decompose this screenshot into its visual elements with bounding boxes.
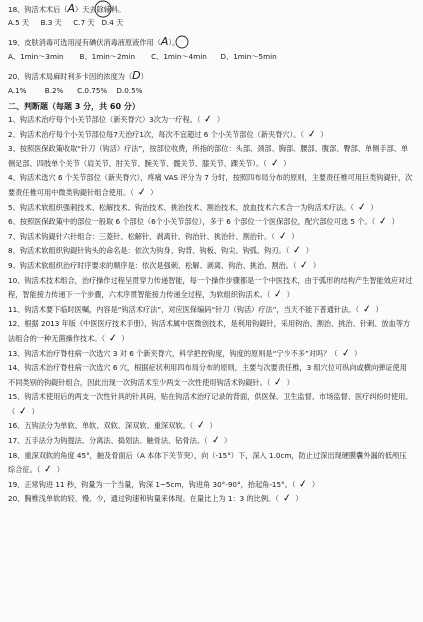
- options-20: [8, 86, 142, 96]
- option-d: D.4 天: [101, 18, 124, 27]
- close-paren: ）: [224, 436, 232, 446]
- judgment-item: [8, 113, 413, 128]
- judgment-text: 3、按照医保政策收取“针刀（钩活）疗法”，按部位收费，所指的部位：头部、颈部、胸部、腰部、腹部、臀部、单侧手部、单侧足部、四肢单个关节（肩关节、肘关节、腕关节、髋关节、膝关节、踝关节）。（: [8, 144, 409, 168]
- option-a: A.5 天: [8, 18, 30, 27]
- handwritten-check-icon: ✓: [299, 259, 310, 272]
- close-paren: ）: [311, 479, 320, 489]
- option-d: D.0.5%: [116, 86, 143, 95]
- judgment-text: 17、五手法分为钩提法、分离法、捣划法、触骨法、钻骨法。（: [8, 436, 208, 446]
- option-d: D、1min～5min: [220, 52, 277, 61]
- close-paren: ）: [370, 202, 378, 212]
- close-paren: ）: [121, 333, 129, 343]
- judgment-text: 2、钩活术治疗每个小关节部位每7天治疗1次，每次不宜超过 6 个小关节部位（新夹脊穴）。（: [8, 129, 304, 139]
- judgment-item: [8, 478, 413, 493]
- handwritten-answer: D: [132, 69, 141, 82]
- judgment-item: [8, 274, 413, 303]
- judgment-text: 7、钩活术钩鍉针六针组合：三菱针、松解针、剥离针、钩治针、挑治针、割治针。（: [8, 231, 275, 241]
- judgment-text: 12、根据 2013 年版《中医医疗技术手册》，钩活术属中医微创技术，是利用钩鍉针，采用钩治、割治、挑治、针刺、放血等方法组合的一种无菌操作技术。（: [8, 319, 411, 343]
- judgment-text: 14、钩活术治疗脊柱病一次选穴 6 穴，根据症状利用四布局分布的原则，主要与次要责任椎，3 组穴位可纵向或横向弹证使用不同类别的钩鍉针组合，因此出现一次钩活术至少两支一次性使用钩活术钩鍉针。（: [8, 363, 407, 387]
- judgment-text: 6、按照医保政策中的部位一般取 6 个部位（6个小关节部位），多于 6 个部位一个医保部位，配穴部位可选 5 个。（: [8, 217, 376, 227]
- handwritten-check-icon: ✓: [203, 113, 214, 126]
- close-paren: ）: [295, 494, 303, 504]
- question-suffix: ）天去除辅料。: [75, 5, 126, 14]
- option-a: A、1min～3min: [8, 52, 64, 61]
- question-suffix: ）。: [168, 38, 180, 47]
- question-text: 20、钩活术局麻时利多卡因的浓度为（: [8, 72, 133, 81]
- judgment-list: [8, 113, 413, 507]
- handwritten-check-icon: ✓: [292, 244, 303, 257]
- option-b: B.2%: [44, 86, 64, 95]
- handwritten-check-icon: ✓: [278, 230, 288, 243]
- close-paren: ）: [375, 304, 383, 314]
- judgment-item: [8, 259, 413, 274]
- option-c: C.0.75%: [77, 86, 108, 95]
- handwritten-check-icon: ✓: [357, 201, 367, 214]
- question-text: 19、皮肤消毒可选用浸有碘伏消毒液原液作用（: [8, 38, 161, 47]
- close-paren: ）: [31, 406, 39, 416]
- handwritten-check-icon: ✓: [43, 463, 54, 476]
- option-b: B、1min～2min: [79, 52, 136, 61]
- judgment-text: 19、正常钩进 11 秒，钩量为一个当量，钩深 1~5cm，钩进角 30°-90°，抬起角-15°。（: [8, 479, 296, 489]
- judgment-item: [8, 215, 413, 230]
- handwritten-check-icon: ✓: [298, 478, 309, 491]
- handwritten-check-icon: ✓: [362, 303, 373, 316]
- judgment-item: [8, 419, 413, 434]
- judgment-item: [8, 201, 413, 216]
- question-18: [8, 4, 125, 15]
- handwritten-answer: A: [67, 2, 75, 15]
- close-paren: ）: [283, 158, 291, 168]
- handwritten-check-icon: ✓: [136, 186, 147, 199]
- option-c: C.7 天: [73, 18, 95, 27]
- judgment-item: [8, 449, 413, 478]
- judgment-item: [8, 142, 413, 171]
- close-paren: ）: [216, 115, 225, 124]
- judgment-text: 11、钩活术要下临时医嘱，内容是“钩活术疗法”，对应医保编码“针刀（钩活）疗法”，当天不能下普通针法。（: [8, 304, 360, 314]
- handwritten-check-icon: ✓: [378, 215, 389, 228]
- section-title: 二、判断题（每题 3 分，共 60 分）: [8, 102, 140, 111]
- judgment-text: 9、钩活术软组织治疗时序要求的顺序是：依次是强刺、松解、剥离、钩治、挑治、割治。（: [8, 260, 297, 270]
- judgment-item: [8, 492, 413, 507]
- handwritten-answer: A: [160, 35, 169, 48]
- judgment-item: [8, 230, 413, 245]
- handwritten-check-icon: ✓: [273, 288, 284, 301]
- close-paren: ）: [286, 290, 294, 300]
- judgment-item: [8, 244, 413, 259]
- judgment-text: 10、钩活术技术组合，治疗操作过程呈贯穿力传递智能，每一个操作步骤都是一个中医技术，由于弧形的结构产生智能效应对过程，智能接力传递下一个步骤，六术序贯智能接力传递全过程，为软组织钩活术。（: [8, 275, 413, 300]
- close-paren: ）: [291, 231, 299, 241]
- close-paren: ）: [56, 465, 64, 475]
- close-paren: ）: [150, 187, 158, 197]
- judgment-item: [8, 434, 413, 449]
- close-paren: ）: [391, 217, 399, 227]
- judgment-text: 13、钩活术治疗脊柱病一次选穴 3 对 6 个新夹脊穴，科学把控钩度，钩度的原则是“宁少不多”对吗？（: [8, 348, 338, 358]
- handwritten-check-icon: ✓: [269, 157, 280, 170]
- close-paren: ）: [286, 377, 294, 387]
- question-20: [8, 71, 148, 82]
- judgment-text: 5、钩活术软组织强刺技术、松解技术、钩治技术、挑治技术、割治技术、放血技术六术合一为钩活术疗法。（: [8, 202, 354, 212]
- judgment-text: 18、重深双软的角度 45°，触及骨面后（A 本体下关节突），向（-15°）下，深入 1.0cm，防止过深出现硬膜囊外漏的低颅压综合征。（: [8, 450, 407, 475]
- option-b: B.3 天: [40, 18, 62, 27]
- options-19: [8, 52, 277, 62]
- judgment-item: [8, 390, 413, 419]
- judgment-item: [8, 171, 413, 200]
- handwritten-check-icon: ✓: [18, 405, 29, 418]
- handwritten-check-icon: ✓: [108, 332, 119, 345]
- judgment-item: [8, 361, 413, 390]
- close-paren: ）: [305, 246, 313, 256]
- judgment-text: 4、钩活术选穴 6 个关节部位（新夹脊穴），疼痛 VAS 评分为 7 分时，按照四布局分布的原则，主要责任椎可用巨类钩鍉针，次要责任椎可用中微类钩鍉针组合使用。（: [8, 173, 413, 197]
- handwritten-check-icon: ✓: [210, 434, 221, 447]
- close-paren: ）: [353, 348, 362, 358]
- judgment-item: [8, 303, 413, 318]
- judgment-item: [8, 347, 413, 362]
- close-paren: ）: [209, 421, 217, 431]
- handwritten-check-icon: ✓: [307, 128, 317, 141]
- handwritten-check-icon: ✓: [281, 492, 292, 505]
- close-paren: ）: [320, 129, 328, 139]
- question-text: 18、钩活术术后（: [8, 5, 68, 14]
- options-18: [8, 18, 123, 28]
- option-a: A.1%: [8, 86, 27, 95]
- handwritten-check-icon: ✓: [196, 419, 207, 433]
- close-paren: ）: [312, 260, 321, 270]
- judgment-text: 15、钩活术使用后的两支一次性针具的针具码，贴在钩活术治疗记录的背面，供医保、卫生监督、市场监督、医疗纠纷时使用。（: [8, 392, 413, 416]
- judgment-item: [8, 317, 413, 346]
- option-c: C、1min～4min: [151, 52, 207, 61]
- judgment-text: 8、钩活术软组织钩鍉针钩头的命名是：依次为钩身、钩背、钩板、钩尖、钩弧、钩刃。（: [8, 246, 290, 256]
- question-19: [8, 37, 179, 48]
- judgment-text: 20、胸椎浅单软的轻、慢、少，通过钩速和钩量来体现。在量比上为 1：3 的比例。（: [8, 494, 279, 504]
- judgment-item: [8, 128, 413, 143]
- question-suffix: ）: [140, 72, 148, 81]
- handwritten-check-icon: ✓: [273, 376, 284, 389]
- handwritten-check-icon: ✓: [340, 346, 351, 360]
- judgment-text: 16、五钩法分为单软、单软、双软、深双软、重深双软。（: [8, 421, 194, 431]
- judgment-text: 1、钩活术治疗每个小关节部位（新夹脊穴）3次为一疗程。（: [8, 115, 201, 124]
